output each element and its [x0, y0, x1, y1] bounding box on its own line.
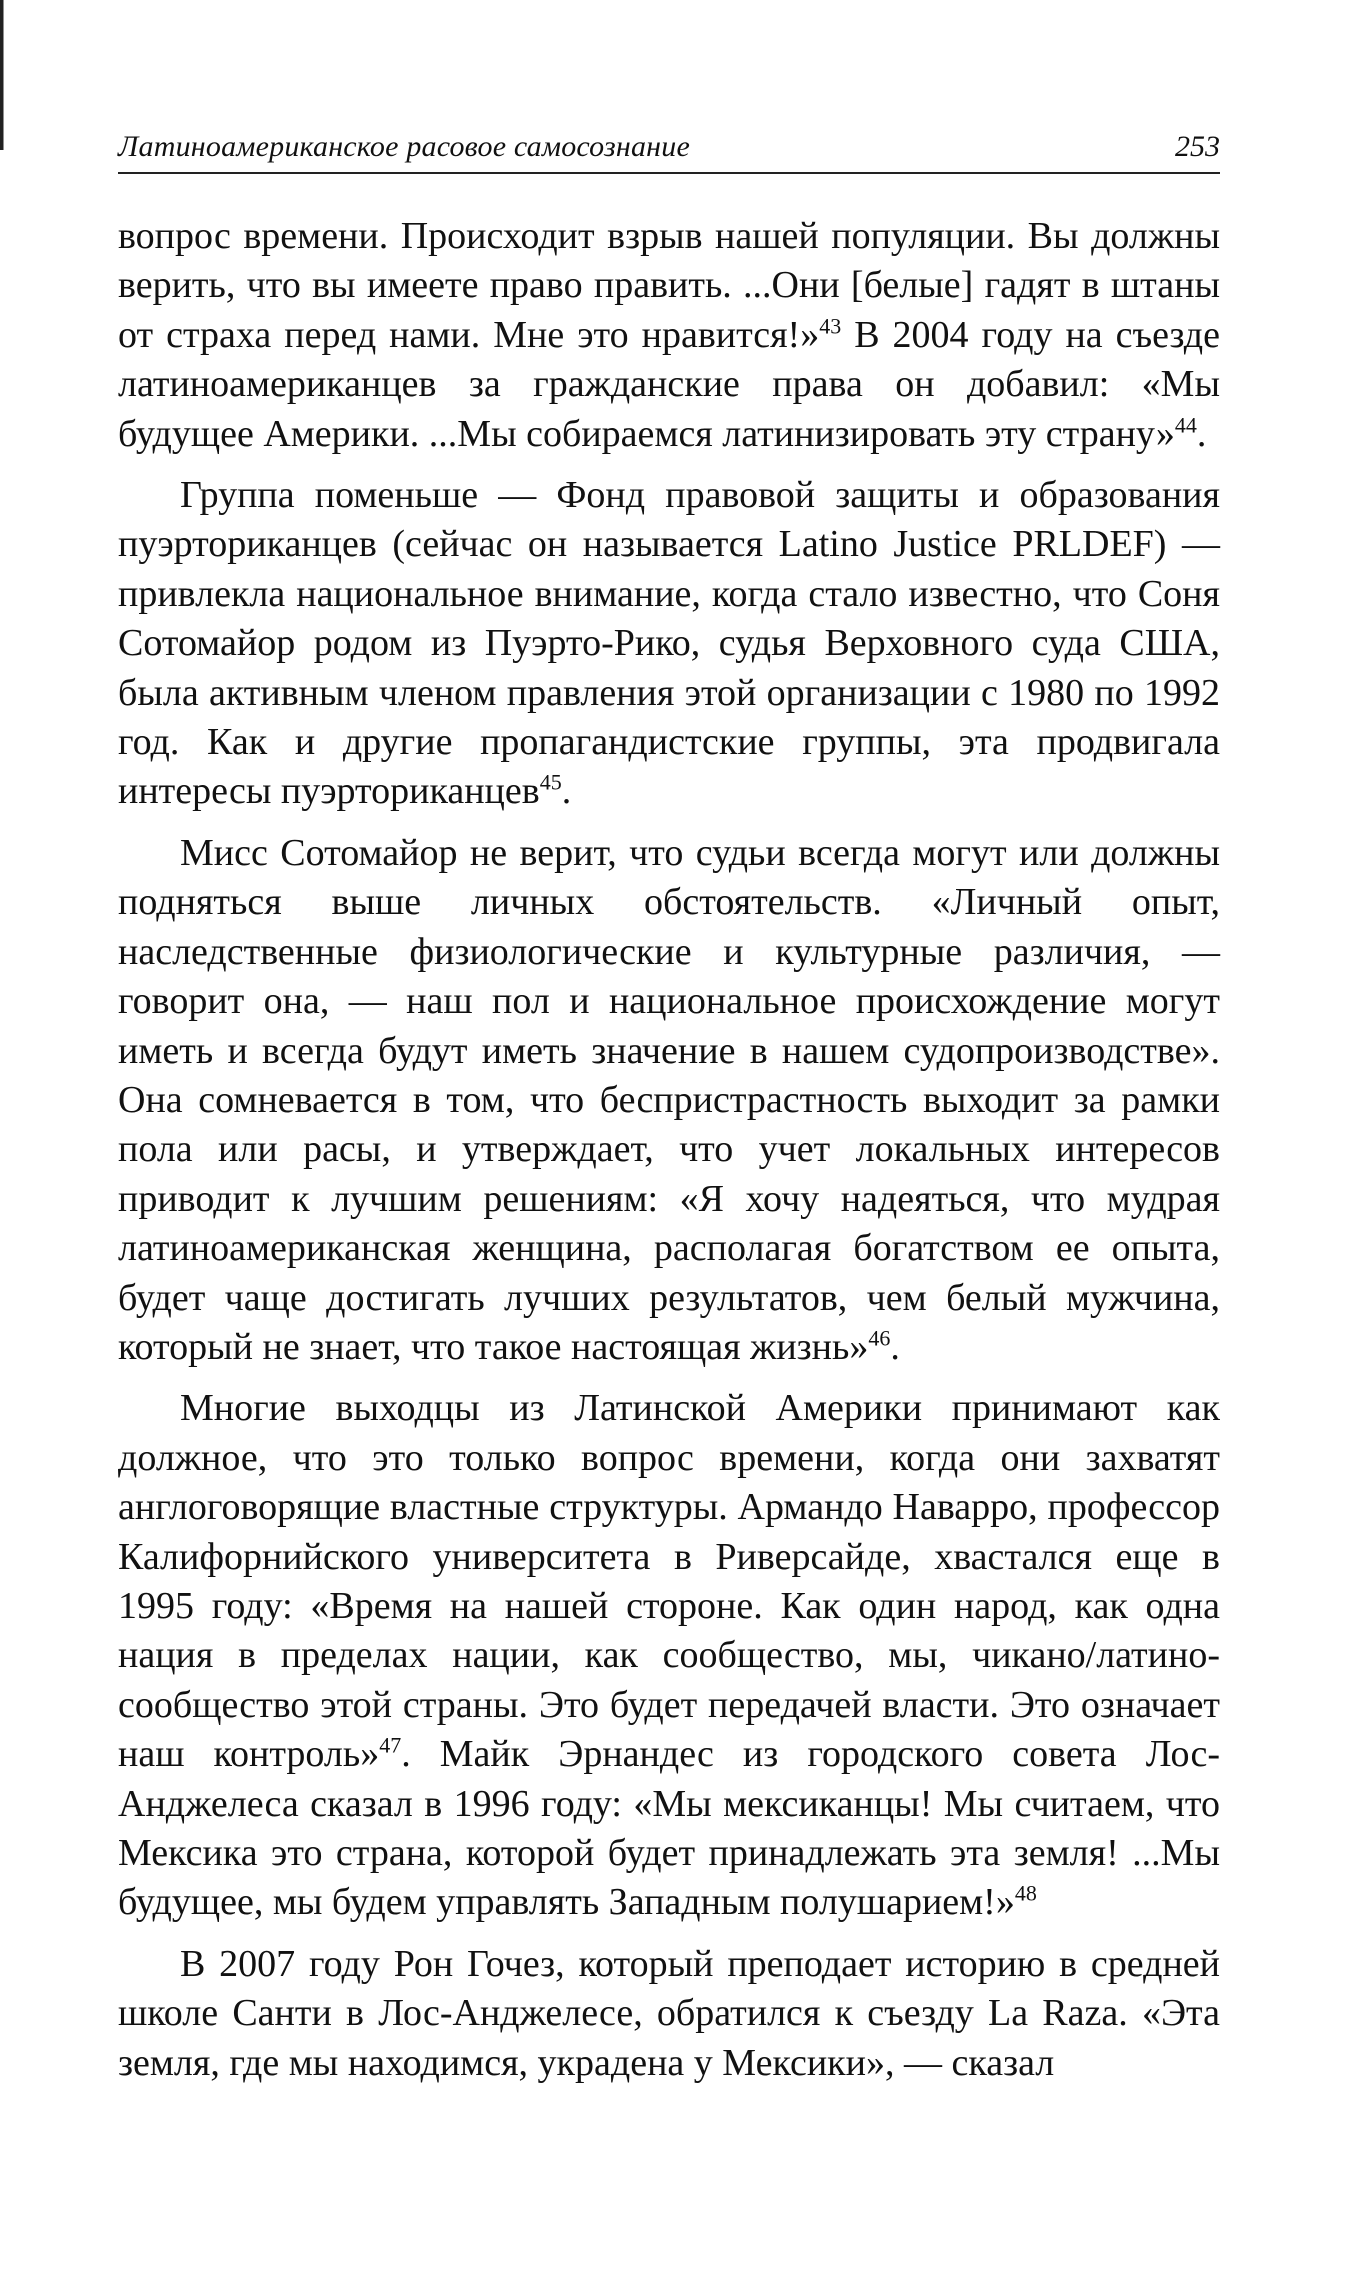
- paragraph-4: [118, 1384, 1220, 1927]
- text-run: .: [890, 1325, 900, 1368]
- text-run: .: [1196, 412, 1207, 455]
- text-run: Многие выходцы из Латинской Америки принимают как должное, что это только вопрос времени, когда они захватят англоговорящие властные структуры. Армандо Наварро, профессор Калифорнийского университета в Риверсайде, хвастался еще в 1995 году: «Время на нашей стороне. Как один народ, как одна нация в пределах нации, как сообщество, мы, чикано/латино-сообщество этой страны. Это будет передачей власти. Это означает наш контроль»: [118, 1387, 1220, 1776]
- text-run: В 2004 году на съезде латиноамериканцев за гражданские права он добавил: «Мы будущее Америки. ...Мы собираемся латинизировать эту страну»: [118, 313, 1221, 455]
- body-text: [118, 212, 1220, 2088]
- text-run: Мисс Сотомайор не верит, что судьи всегда могут или должны подняться выше личных обстоятельств. «Личный опыт, наследственные физиологические и культурные различия, — говорит она, — наш пол и национальное происхождение могут иметь и всегда будут иметь значение в нашем судопроизводстве». Она сомневается в том, что беспристрастность выходит за рамки пола или расы, и утверждает, что учет локальных интересов приводит к лучшим решениям: «Я хочу надеяться, что мудрая латиноамериканская женщина, располагая богатством ее опыта, будет чаще достигать лучших результатов, чем белый мужчина, который не знает, что такое настоящая жизнь»: [118, 831, 1220, 1368]
- text-run: .: [561, 770, 572, 813]
- paragraph-3: [118, 829, 1220, 1372]
- text-run: В 2007 году Рон Гочез, который преподает историю в средней школе Санти в Лос-Анджелесе, обратился к съезду La Raza. «Эта земля, где мы находимся, украдена у Мексики», — сказал: [118, 1942, 1220, 2084]
- text-run: Группа поменьше — Фонд правовой защиты и образования пуэрториканцев (сейчас он называется Latino Justice PRLDEF) — привлекла национальное внимание, когда стало известно, что Соня Сотомайор родом из Пуэрто-Рико, судья Верховного суда США, была активным членом правления этой организации с 1980 по 1992 год. Как и другие пропагандистские группы, эта продвигала интересы пуэрториканцев: [118, 474, 1220, 813]
- scan-edge-artifact: [0, 0, 6, 150]
- running-header: [118, 128, 1220, 174]
- footnote-ref: 46: [868, 1325, 891, 1351]
- text-run: . Майк Эрнандес из городского совета Лос-Анджелеса сказал в 1996 году: «Мы мексиканцы! Мы считаем, что Мексика это страна, которой будет принадлежать эта земля! ...Мы будущее, мы будем управлять Западным полушарием!»: [118, 1733, 1220, 1924]
- page-number: 253: [1175, 130, 1220, 163]
- footnote-ref: 48: [1014, 1880, 1037, 1906]
- footnote-ref: 43: [819, 313, 842, 339]
- paragraph-2: [118, 471, 1220, 817]
- paragraph-1: [118, 212, 1220, 459]
- paragraph-5: [118, 1940, 1220, 2088]
- footnote-ref: 47: [379, 1732, 402, 1758]
- running-header-title: Латиноамериканское расовое самосознание: [118, 130, 690, 163]
- text-run: вопрос времени. Происходит взрыв нашей популяции. Вы должны верить, что вы имеете право править. ...Они [белые] гадят в штаны от страха перед нами. Мне это нравится!»: [118, 215, 1220, 356]
- footnote-ref: 45: [539, 769, 562, 795]
- footnote-ref: 44: [1174, 411, 1197, 437]
